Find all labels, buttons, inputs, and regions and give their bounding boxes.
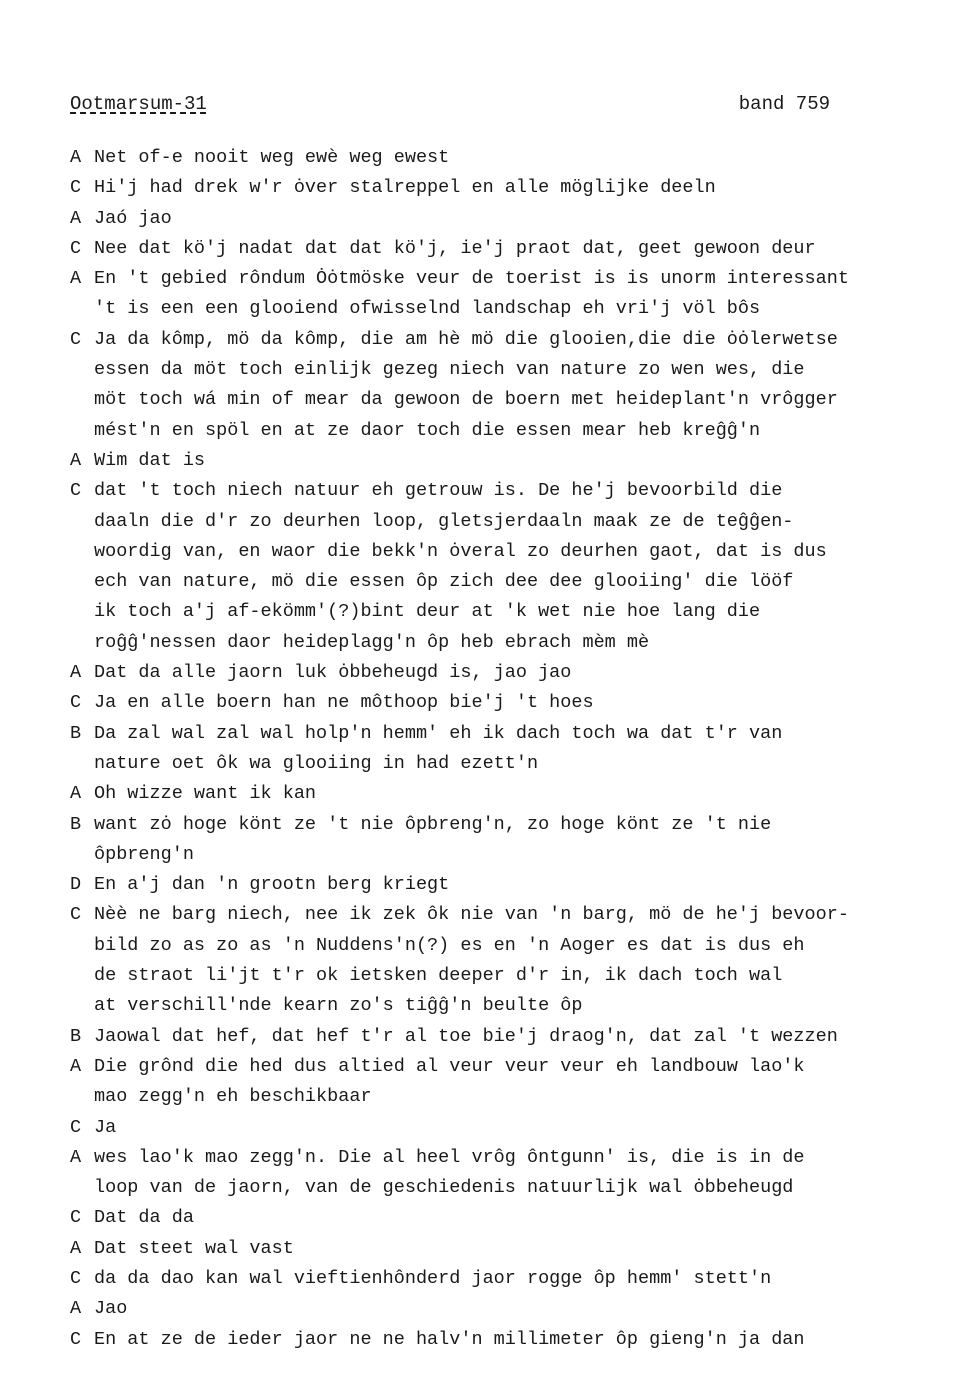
transcript-turn	[70, 1264, 950, 1294]
transcript-turn	[70, 658, 950, 688]
utterance-text: Ja da kômp, mö da kômp, die am hè mö die glooien,die die ȯȯlerwetse essen da möt toch einlijk gezeg niech van nature zo wen wes, die möt toch wá min of mear da gewoon de boern met heideplant'n vrôgger mést'n en spöl en at ze daor toch die essen mear heb kreĝĝ'n	[94, 328, 838, 441]
utterance-text: Hi'j had drek w'r ȯver stalreppel en alle möglijke deeln	[94, 177, 716, 199]
utterance-text: Net of-e nooit weg ewè weg ewest	[94, 147, 450, 168]
speaker-label: A	[70, 1055, 82, 1077]
utterance-text: Nèè ne barg niech, nee ik zek ôk nie van 'n barg, mö de he'j bevoor- bild zo as zo as 'n Nuddens'n(?) es en 'n Aoger es dat is dus eh de straot li'jt t'r ok ietsken deeper d'r in, ik dach toch wal at verschill'nde kearn zo's tiĝĝ'n beulte ôp	[94, 904, 849, 1017]
speaker-label: C	[70, 328, 82, 350]
speaker-label: A	[70, 783, 82, 805]
utterance-text: da da dao kan wal vieftienhônderd jaor rogge ôp hemm' stett'n	[94, 1267, 772, 1289]
utterance-text: Dat steet wal vast	[94, 1237, 294, 1259]
document-title: Ootmarsum-31	[70, 93, 207, 115]
utterance-text: dat 't toch niech natuur eh getrouw is. De he'j bevoorbild die daaln die d'r zo deurhen loop, gletsjerdaaln maak ze de teĝĝen- woordig van, en waor die bekk'n ȯveral zo deurhen gaot, dat is dus ech van nature, mö die essen ôp zich dee dee glooiing' die lööf ik toch a'j af-ekömm'(?)bint deur at 'k wet nie hoe lang die roĝĝ'nessen daor heideplagg'n ôp heb ebrach mèm mè	[94, 480, 827, 653]
speaker-label: C	[70, 904, 82, 926]
utterance-text: En at ze de ieder jaor ne ne halv'n millimeter ôp gieng'n ja dan	[94, 1328, 805, 1350]
utterance-text: Dat da alle jaorn luk ȯbbeheugd is, jao jao	[94, 662, 572, 684]
utterance-text: Dat da da	[94, 1207, 194, 1229]
transcript-turn	[70, 1022, 950, 1052]
transcript-turn	[70, 1234, 950, 1264]
utterance-text: Oh wizze want ik kan	[94, 783, 317, 805]
speaker-label: D	[70, 874, 82, 896]
utterance-text: Jaowal dat hef, dat hef t'r al toe bie'j draog'n, dat zal 't wezzen	[94, 1025, 838, 1047]
transcript-turn	[70, 1294, 950, 1324]
transcript-turn	[70, 810, 950, 871]
transcript-turn	[70, 143, 950, 173]
utterance-text: Da zal wal zal wal holp'n hemm' eh ik dach toch wa dat t'r van nature oet ôk wa glooiing in had ezett'n	[94, 722, 783, 774]
transcript-turn	[70, 325, 950, 446]
speaker-label: C	[70, 480, 82, 502]
speaker-label: B	[70, 813, 82, 835]
transcript-turn	[70, 173, 950, 203]
utterance-text: wes lao'k mao zegg'n. Die al heel vrôg ôntgunn' is, die is in de loop van de jaorn, van de geschiedenis natuurlijk wal ȯbbeheugd	[94, 1146, 805, 1199]
speaker-label: A	[70, 207, 82, 229]
transcript-turn	[70, 1203, 950, 1233]
speaker-label: A	[70, 1237, 82, 1259]
speaker-label: C	[70, 1207, 82, 1229]
speaker-label: C	[70, 1116, 82, 1138]
utterance-text: Die grônd die hed dus altied al veur veur veur eh landbouw lao'k mao zegg'n eh beschikbaar	[94, 1055, 805, 1108]
speaker-label: C	[70, 1267, 82, 1289]
transcript-turn	[70, 234, 950, 264]
tape-number: band 759	[738, 93, 830, 115]
speaker-label: A	[70, 1298, 82, 1320]
speaker-label: A	[70, 1146, 82, 1168]
transcript-turn	[70, 1143, 950, 1204]
utterance-text: Wim dat is	[94, 449, 206, 471]
transcript-turn	[70, 1113, 950, 1143]
utterance-text: Jao	[94, 1298, 128, 1320]
utterance-text: want zȯ hoge könt ze 't nie ôpbreng'n, zo hoge könt ze 't nie ôpbreng'n	[94, 813, 772, 865]
transcript-turn	[70, 476, 950, 658]
utterance-text: Ja en alle boern han ne môthoop bie'j 't hoes	[94, 692, 594, 714]
transcript-turn	[70, 688, 950, 718]
speaker-label: C	[70, 177, 82, 199]
speaker-label: A	[70, 662, 82, 684]
speaker-label: C	[70, 237, 82, 259]
transcript-turn	[70, 779, 950, 809]
utterance-text: Ja	[94, 1116, 117, 1138]
transcript-turn	[70, 870, 950, 900]
speaker-label: B	[70, 1025, 82, 1047]
utterance-text: En 't gebied rôndum Ȯȯtmöske veur de toerist is is unorm interessant 't is een een glooiend ofwisselnd landschap eh vri'j völ bôs	[94, 268, 849, 320]
transcript-turn	[70, 264, 950, 325]
speaker-label: B	[70, 722, 82, 744]
transcript-turn	[70, 446, 950, 476]
transcript-turn	[70, 900, 950, 1021]
transcript-turn	[70, 1325, 950, 1355]
transcript	[70, 143, 950, 1355]
speaker-label: A	[70, 268, 82, 290]
speaker-label: C	[70, 1328, 82, 1350]
utterance-text: En a'j dan 'n grootn berg kriegt	[94, 874, 450, 896]
page-header	[70, 93, 830, 123]
speaker-label: A	[70, 147, 82, 168]
speaker-label: A	[70, 449, 82, 471]
transcript-turn	[70, 719, 950, 780]
speaker-label: C	[70, 692, 82, 714]
transcript-turn	[70, 204, 950, 234]
utterance-text: Nee dat kö'j nadat dat dat kö'j, ie'j praot dat, geet gewoon deur	[94, 237, 816, 259]
utterance-text: Jaó jao	[94, 207, 172, 229]
transcript-turn	[70, 1052, 950, 1113]
